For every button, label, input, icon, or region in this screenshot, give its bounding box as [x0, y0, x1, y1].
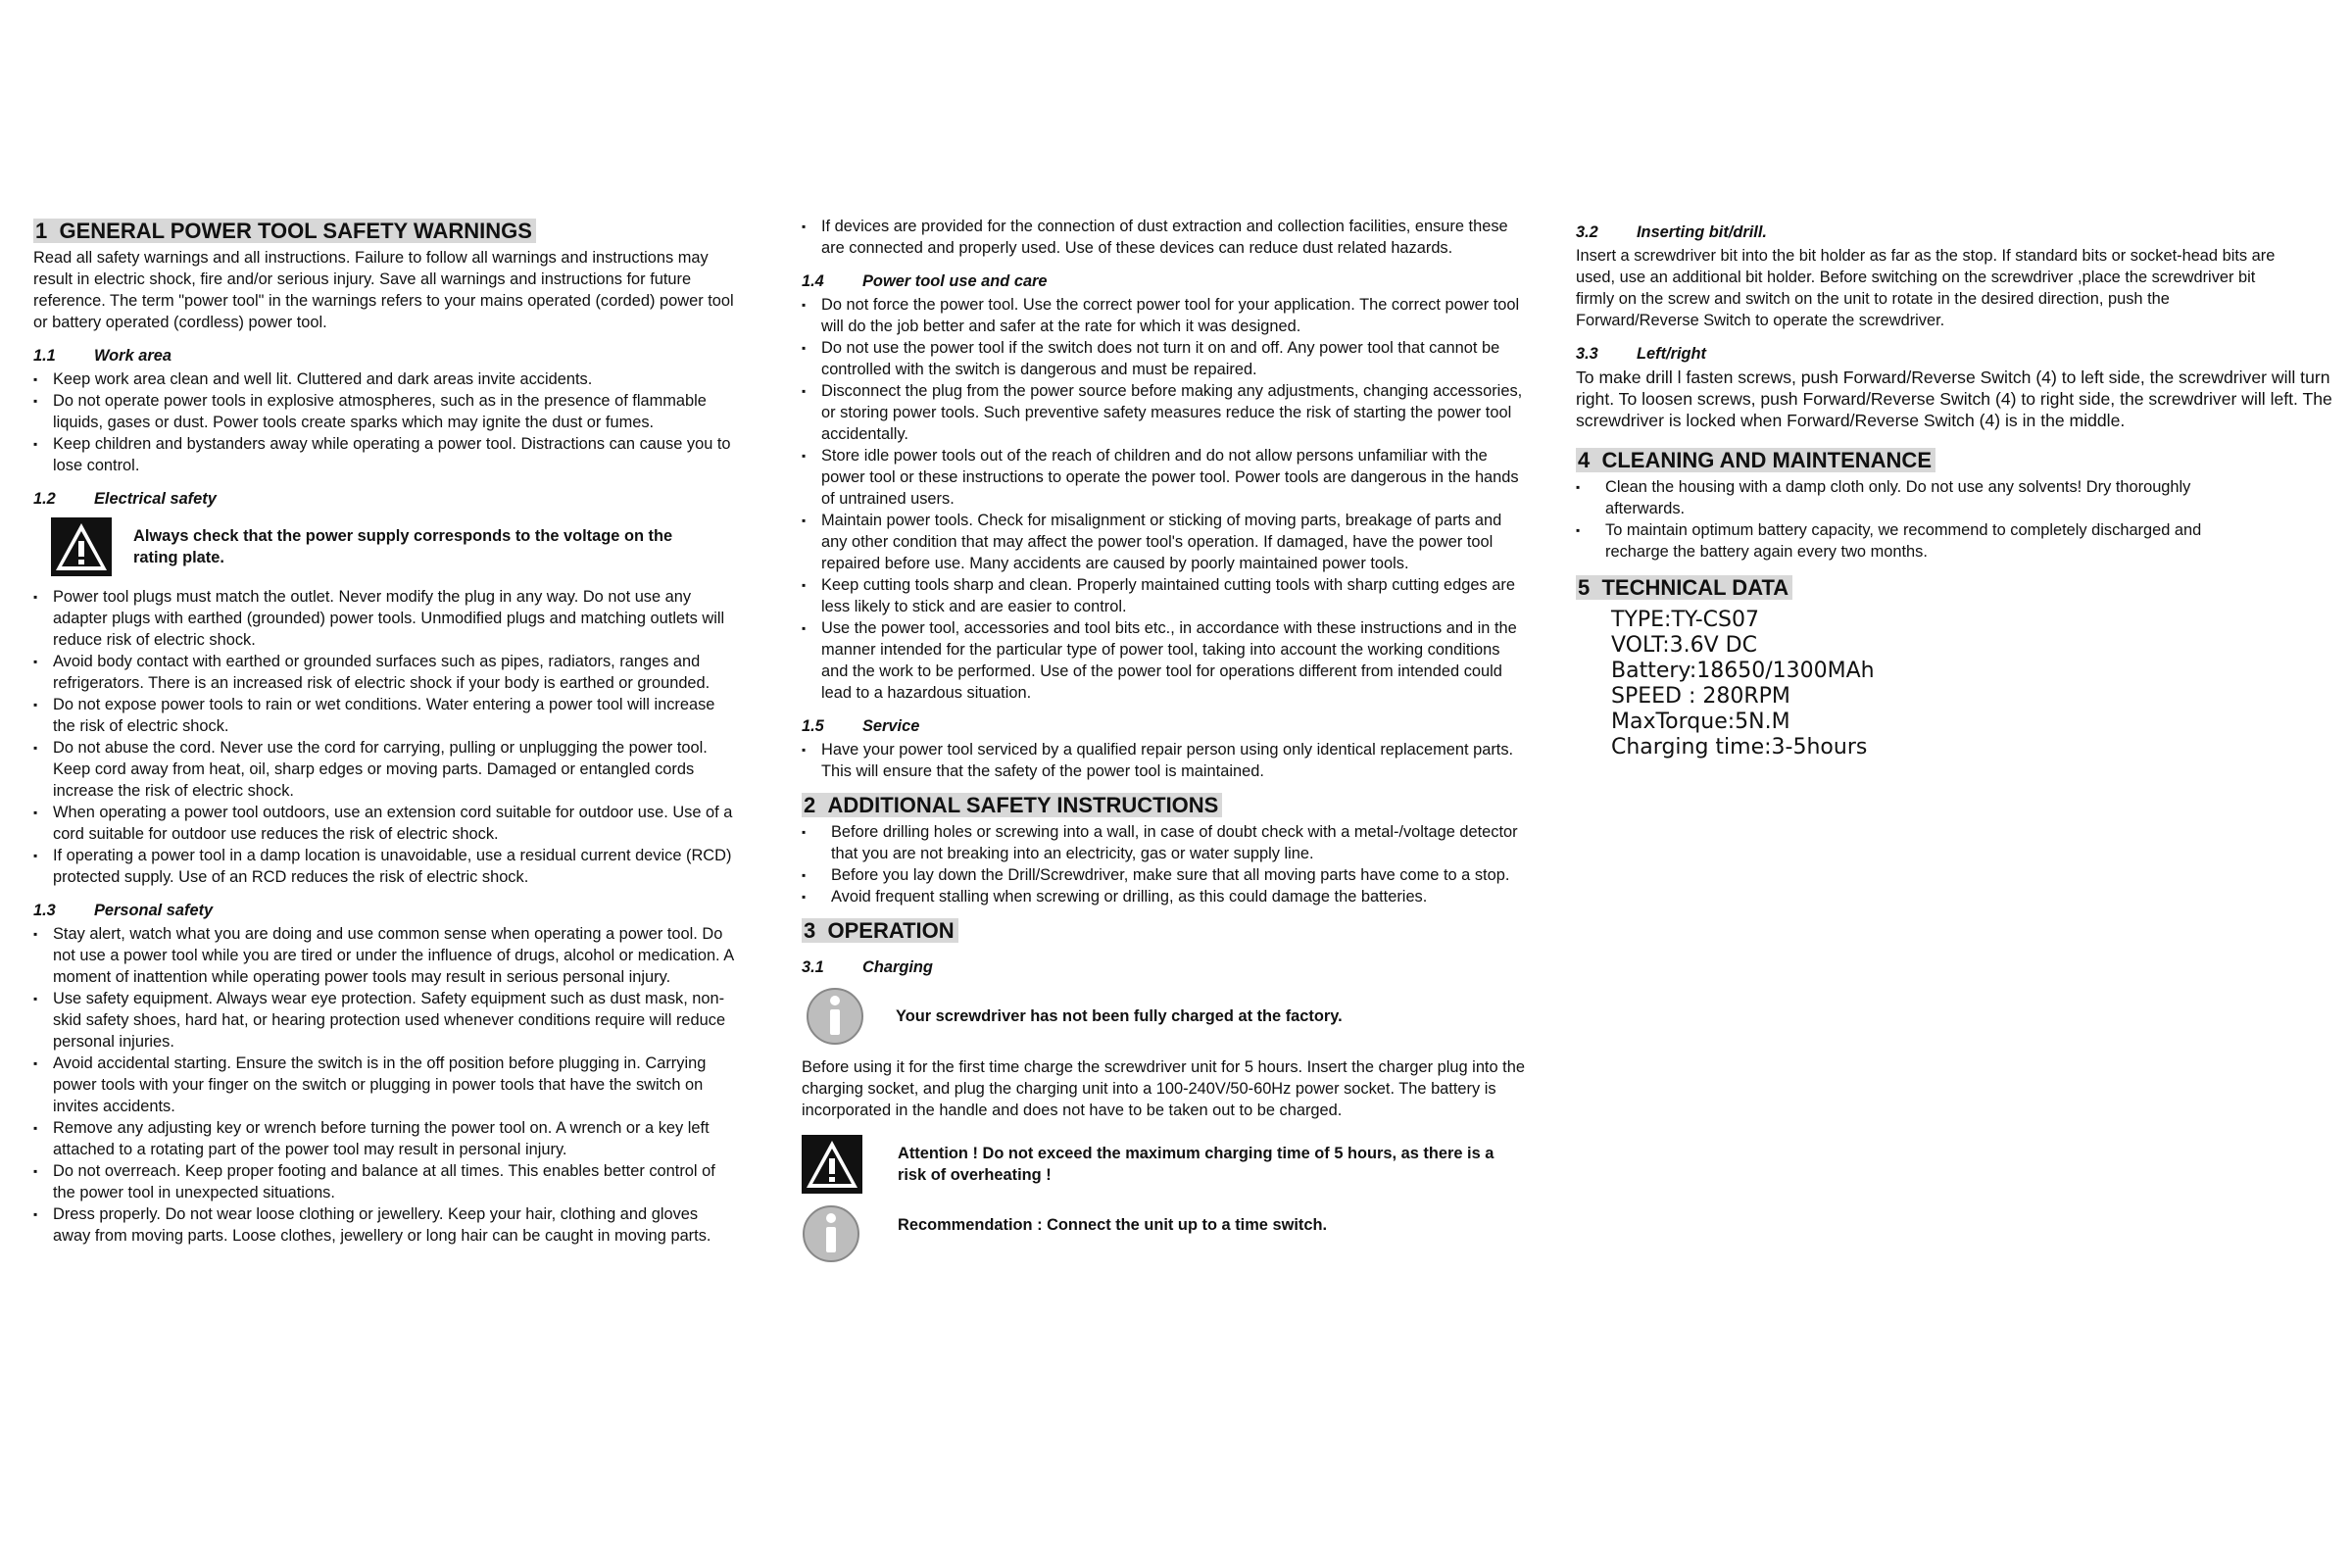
list-item: ▪ Keep work area clean and well lit. Cluttered and dark areas invite accidents. [33, 368, 739, 390]
list-item: ▪ Do not abuse the cord. Never use the cord for carrying, pulling or unplugging the power tool. Keep cord away from heat, oil, sharp edges or moving parts. Damaged or entangled cords increase the risk of electric shock. [33, 737, 739, 802]
list-item: ▪ Keep cutting tools sharp and clean. Properly maintained cutting tools with sharp cutting edges are less likely to stick and are easier to control. [802, 574, 1527, 617]
cleaning-list [1576, 476, 2262, 563]
voltage-note [51, 517, 739, 576]
list-item: ▪ When operating a power tool outdoors, use an extension cord suitable for outdoor use. Use of a cord suitable for outdoor use reduces the risk of electric shock. [33, 802, 739, 845]
list-item: ▪ Keep children and bystanders away while operating a power tool. Distractions can cause you to lose control. [33, 433, 739, 476]
list-item: ▪ Avoid body contact with earthed or grounded surfaces such as pipes, radiators, ranges and refrigerators. There is an increased risk of electric shock if your body is earthed or grounded. [33, 651, 739, 694]
column-1 [33, 218, 739, 1247]
section-3-3-heading: 3.3 Left/right [1576, 345, 1707, 363]
list-item: ▪ Power tool plugs must match the outlet. Never modify the plug in any way. Do not use any adapter plugs with earthed (grounded) power tools. Unmodified plugs and matching outlets will reduce risk of electric shock. [33, 586, 739, 651]
list-item: ▪ Before drilling holes or screwing into a wall, in case of doubt check with a metal-/voltage detector that you are not breaking into an electricity, gas or water supply line. [802, 821, 1527, 864]
list-item: ▪ Before you lay down the Drill/Screwdriver, make sure that all moving parts have come to a stop. [802, 864, 1527, 886]
warning-triangle-icon [51, 517, 112, 576]
list-item: ▪ Have your power tool serviced by a qualified repair person using only identical replacement parts. This will ensure that the safety of the power tool is maintained. [802, 739, 1527, 782]
tech-volt: VOLT:3.6V DC [1611, 633, 1757, 658]
list-item: ▪ Do not force the power tool. Use the correct power tool for your application. The correct power tool will do the job better and safer at the rate for which it was designed. [802, 294, 1527, 337]
section-3-2-heading: 3.2 Inserting bit/drill. [1576, 223, 1767, 241]
list-item: ▪ Store idle power tools out of the reach of children and do not allow persons unfamiliar with the power tool or these instructions to operate the power tool. Power tools are dangerous in the hands of untrained users. [802, 445, 1527, 510]
personal-safety-list [33, 923, 739, 1247]
factory-charge-note [806, 986, 1527, 1047]
time-switch-recommendation-text: Recommendation : Connect the unit up to a time switch. [898, 1216, 1328, 1234]
work-area-list [33, 368, 739, 476]
inserting-bit-text: Insert a screwdriver bit into the bit holder as far as the stop. If standard bits or socket-head bits are used, use an additional bit holder. Before switching on the screwdriver ,place the screwdriver bit firmly on the screw and switch on the unit to rotate in the desired direction, push the Forward/Reverse Switch to operate the screwdriver. [1576, 247, 2276, 329]
section-3-heading: 3 OPERATION [802, 917, 1527, 945]
list-item: ▪ If devices are provided for the connection of dust extraction and collection facilities, ensure these are connected and properly used. Use of these devices can reduce dust related hazards. [802, 216, 1527, 259]
tech-battery: Battery:18650/1300MAh [1611, 659, 1875, 683]
section-5-heading: 5 TECHNICAL DATA [1576, 574, 2340, 602]
list-item: ▪ Avoid accidental starting. Ensure the switch is in the off position before plugging in. Carrying power tools with your finger on the switch or plugging in power tools that have the switch on invites accidents. [33, 1053, 739, 1117]
list-item: ▪ Use the power tool, accessories and tool bits etc., in accordance with these instructions and in the manner intended for the particular type of power tool, taking into account the working conditions and the work to be performed. Use of the power tool for operations different from intended could lead to a hazardous situation. [802, 617, 1527, 704]
tool-use-care-list [802, 294, 1527, 704]
section-1-5-heading: 1.5 Service [802, 717, 920, 735]
service-list [802, 739, 1527, 782]
list-item: ▪ Stay alert, watch what you are doing and use common sense when operating a power tool. Do not use a power tool while you are tired or under the influence of drugs, alcohol or medication. A moment of inattention while operating power tools may result in serious personal injury. [33, 923, 739, 988]
section-1-intro: Read all safety warnings and all instructions. Failure to follow all warnings and instructions may result in electric shock, fire and/or serious injury. Save all warnings and instructions for future reference. The term "power tool" in the warnings refers to your mains operated (corded) power tool or battery operated (cordless) power tool. [33, 249, 734, 331]
tech-speed: SPEED : 280RPM [1611, 684, 1790, 709]
section-1-3-heading: 1.3 Personal safety [33, 902, 214, 919]
section-2-heading: 2 ADDITIONAL SAFETY INSTRUCTIONS [802, 792, 1527, 819]
factory-charge-note-text: Your screwdriver has not been fully charged at the factory. [896, 1007, 1343, 1025]
left-right-text: To make drill l fasten screws, push Forward/Reverse Switch (4) to left side, the screwdriver will turn right. To loosen screws, push Forward/Reverse Switch (4) to right side, the screwdriver will left. The screwdriver is locked when Forward/Reverse Switch (4) is in the middle. [1576, 368, 2332, 430]
list-item: ▪ Maintain power tools. Check for misalignment or sticking of moving parts, breakage of parts and any other condition that may affect the power tool's operation. If damaged, have the power tool repaired before use. Many accidents are caused by poorly maintained power tools. [802, 510, 1527, 574]
section-4-heading: 4 CLEANING AND MAINTENANCE [1576, 447, 2340, 474]
list-item: ▪ Remove any adjusting key or wrench before turning the power tool on. A wrench or a key left attached to a rotating part of the power tool may result in personal injury. [33, 1117, 739, 1160]
list-item: ▪ Clean the housing with a damp cloth only. Do not use any solvents! Dry thoroughly afterwards. [1576, 476, 2262, 519]
info-icon [802, 1203, 860, 1264]
charging-instructions: Before using it for the first time charge the screwdriver unit for 5 hours. Insert the charger plug into the charging socket, and plug the charging unit into a 100-240V/50-60Hz power socket. The battery is incorporated in the handle and does not have to be taken out to be charged. [802, 1058, 1525, 1119]
list-item: ▪ Avoid frequent stalling when screwing or drilling, as this could damage the batteries. [802, 886, 1527, 907]
technical-data [1576, 608, 2340, 760]
section-1-heading: 1 GENERAL POWER TOOL SAFETY WARNINGS [33, 218, 739, 245]
tech-torque: MaxTorque:5N.M [1611, 710, 1790, 734]
dust-extraction-list [802, 216, 1527, 259]
warning-triangle-icon [802, 1135, 862, 1194]
column-3 [1576, 218, 2340, 760]
section-3-1-heading: 3.1 Charging [802, 958, 933, 976]
tech-type: TYPE:TY-CS07 [1611, 608, 1759, 632]
tech-charging-time: Charging time:3-5hours [1611, 735, 1868, 760]
list-item: ▪ Do not overreach. Keep proper footing and balance at all times. This enables better control of the power tool in unexpected situations. [33, 1160, 739, 1203]
list-item: ▪ If operating a power tool in a damp location is unavoidable, use a residual current device (RCD) protected supply. Use of an RCD reduces the risk of electric shock. [33, 845, 739, 888]
voltage-note-text: Always check that the power supply corresponds to the voltage on the rating plate. [133, 527, 673, 566]
list-item: ▪ Do not operate power tools in explosive atmospheres, such as in the presence of flammable liquids, gases or dust. Power tools create sparks which may ignite the dust or fumes. [33, 390, 739, 433]
list-item: ▪ Use safety equipment. Always wear eye protection. Safety equipment such as dust mask, non-skid safety shoes, hard hat, or hearing protection used whenever conditions require will reduce personal injuries. [33, 988, 739, 1053]
list-item: ▪ Dress properly. Do not wear loose clothing or jewellery. Keep your hair, clothing and gloves away from moving parts. Loose clothes, jewellery or long hair can be caught in moving parts. [33, 1203, 739, 1247]
list-item: ▪ To maintain optimum battery capacity, we recommend to completely discharged and recharge the battery again every two months. [1576, 519, 2262, 563]
overheating-warning-text: Attention ! Do not exceed the maximum charging time of 5 hours, as there is a risk of overheating ! [898, 1145, 1494, 1184]
list-item: ▪ Do not expose power tools to rain or wet conditions. Water entering a power tool will increase the risk of electric shock. [33, 694, 739, 737]
info-icon [806, 986, 864, 1047]
time-switch-recommendation [802, 1203, 1527, 1264]
section-1-1-heading: 1.1 Work area [33, 347, 172, 365]
section-1-4-heading: 1.4 Power tool use and care [802, 272, 1048, 290]
additional-safety-list [802, 821, 1527, 907]
list-item: ▪ Disconnect the plug from the power source before making any adjustments, changing accessories, or storing power tools. Such preventive safety measures reduce the risk of starting the power tool accidentally. [802, 380, 1527, 445]
electrical-safety-list [33, 586, 739, 888]
overheating-warning [802, 1135, 1527, 1194]
list-item: ▪ Do not use the power tool if the switch does not turn it on and off. Any power tool that cannot be controlled with the switch is dangerous and must be repaired. [802, 337, 1527, 380]
column-2 [802, 216, 1527, 1274]
section-1-2-heading: 1.2 Electrical safety [33, 490, 217, 508]
